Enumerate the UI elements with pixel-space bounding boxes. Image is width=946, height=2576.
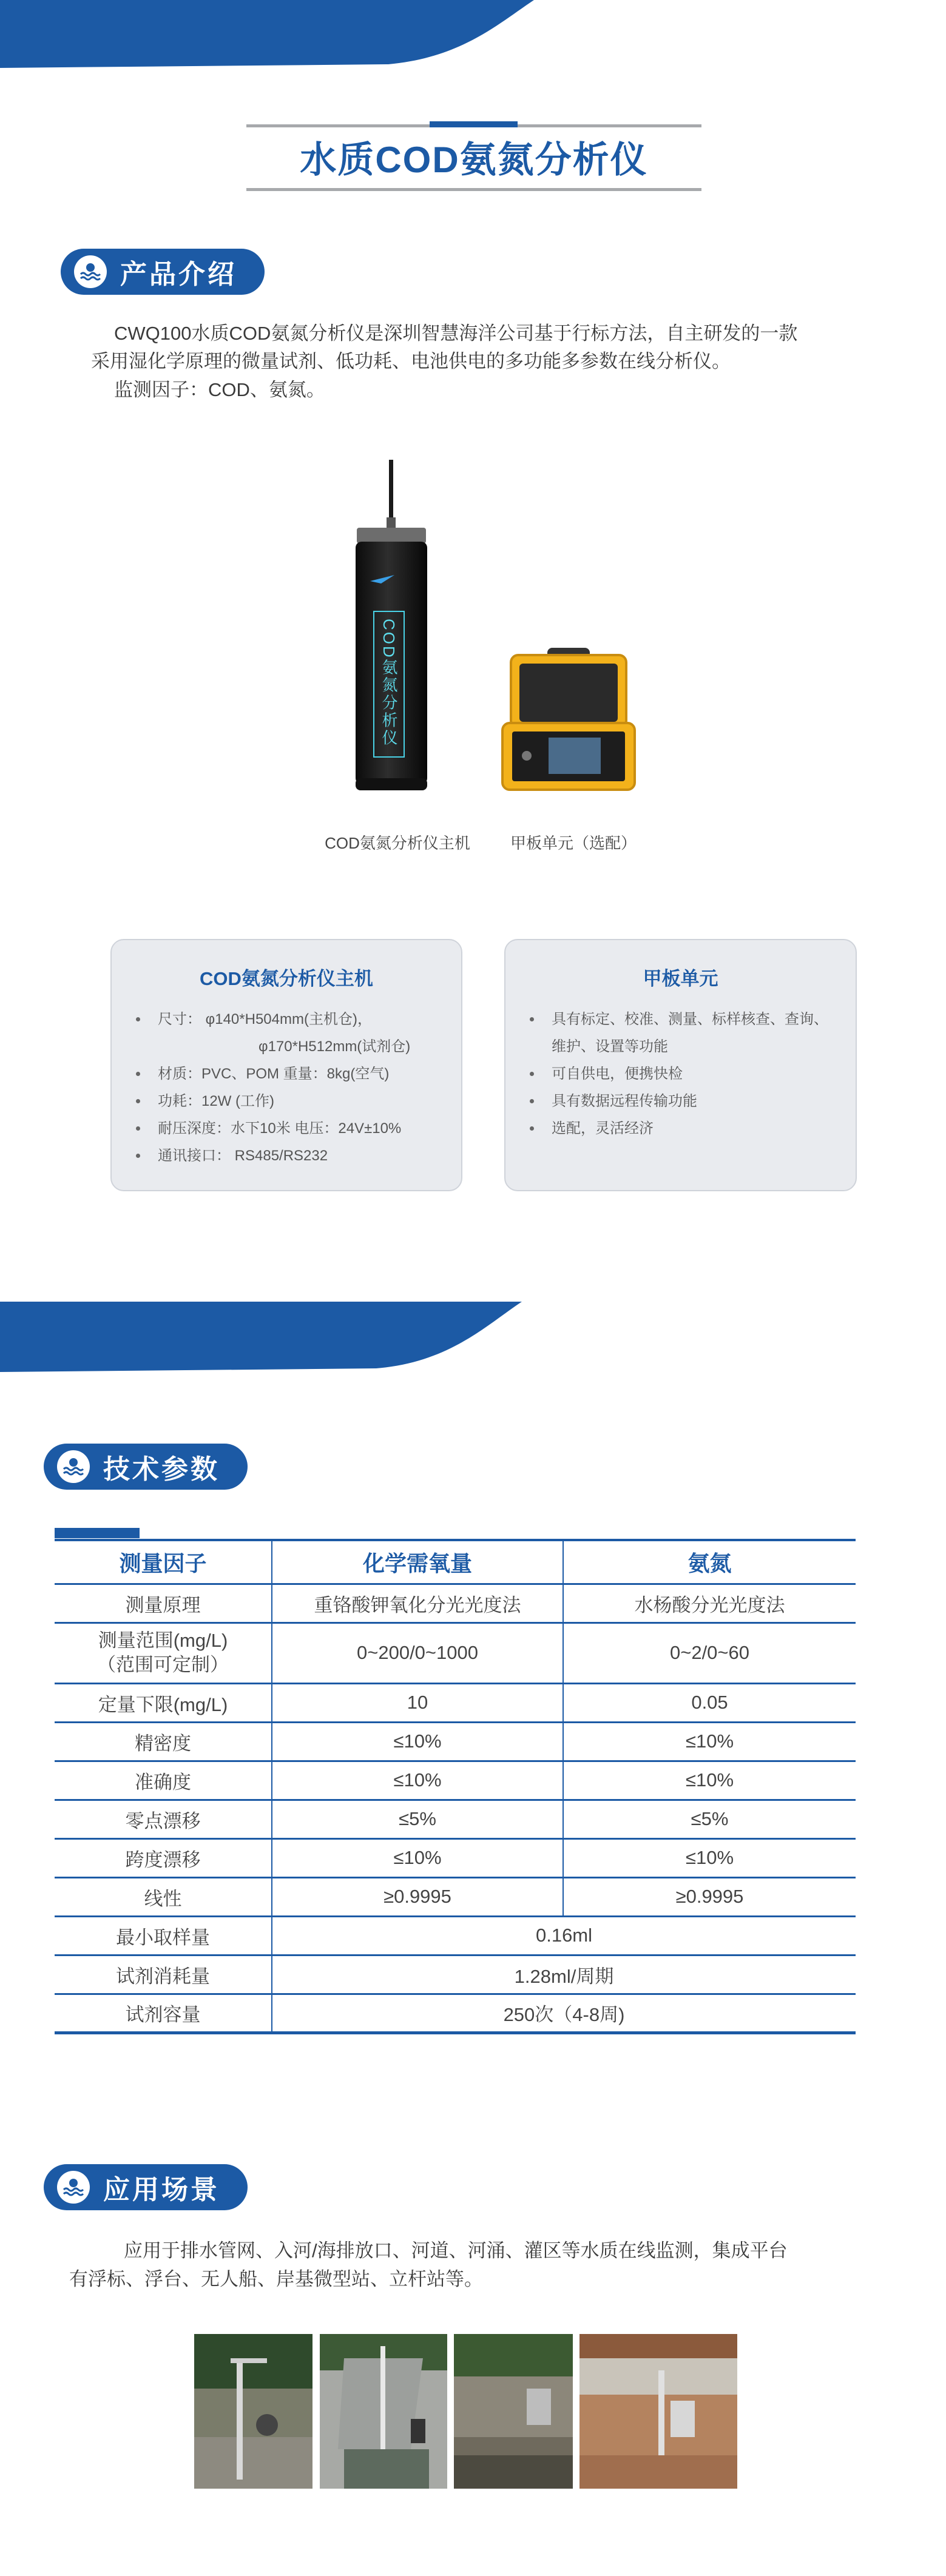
spec-card-main-unit bbox=[110, 939, 462, 1191]
application-photo-roadside bbox=[194, 2334, 313, 2489]
cell-merged: 250次（4-8周) bbox=[272, 1994, 856, 2033]
row-label: 准确度 bbox=[55, 1761, 272, 1800]
row-label: 线性 bbox=[55, 1877, 272, 1916]
cell-cod: ≤10% bbox=[272, 1838, 563, 1877]
section-heading-text: 应用场景 bbox=[103, 2175, 220, 2205]
row-label: 试剂容量 bbox=[55, 1994, 272, 2033]
device-caption: COD氨氮分析仪主机 bbox=[325, 834, 470, 852]
application-photo-river-station bbox=[320, 2334, 447, 2489]
table-row bbox=[55, 1916, 856, 1955]
intro-factors: 监测因子：COD、氨氮。 bbox=[114, 379, 325, 400]
title-rule-bottom bbox=[246, 188, 701, 191]
water-wave-icon bbox=[74, 255, 107, 288]
section-heading-intro bbox=[61, 249, 265, 295]
list-item: 功耗：12W (工作) bbox=[131, 1088, 410, 1115]
row-label-line1: 测量范围(mg/L) bbox=[98, 1630, 228, 1651]
cell-cod: ≥0.9995 bbox=[272, 1877, 563, 1916]
list-item: φ170*H512mm(试剂仓) bbox=[258, 1038, 411, 1055]
list-item: 尺寸： φ140*H504mm(主机仓)， bbox=[131, 1006, 410, 1033]
cell-ammonia: ≤10% bbox=[563, 1761, 856, 1800]
cell-ammonia: 水杨酸分光光度法 bbox=[563, 1584, 856, 1623]
table-row bbox=[55, 1623, 856, 1683]
title-rule-accent bbox=[430, 121, 518, 127]
cell-cod: ≤10% bbox=[272, 1761, 563, 1800]
deck-unit-case-image bbox=[499, 648, 638, 792]
list-item: 具有数据远程传输功能 bbox=[525, 1088, 828, 1115]
card-item-list bbox=[131, 1006, 410, 1169]
middle-wave-band bbox=[0, 1302, 946, 1372]
row-label: 零点漂移 bbox=[55, 1800, 272, 1838]
table-header-cell: 氨氮 bbox=[563, 1541, 856, 1584]
table-row bbox=[55, 1584, 856, 1623]
device-body-label: COD氨氮分析仪 bbox=[380, 619, 398, 747]
apps-paragraph-line2: 有浮标、浮台、无人船、岸基微型站、立杆站等。 bbox=[69, 2268, 483, 2290]
table-header-cell: 测量因子 bbox=[55, 1541, 272, 1584]
list-item: 选配，灵活经济 bbox=[525, 1115, 828, 1142]
card-title: 甲板单元 bbox=[643, 968, 718, 989]
apps-paragraph-line1: 应用于排水管网、入河/海排放口、河道、河涌、灌区等水质在线监测，集成平台 bbox=[124, 2240, 788, 2261]
cell-merged: 1.28ml/周期 bbox=[272, 1955, 856, 1994]
list-item: 材质：PVC、POM 重量：8kg(空气) bbox=[131, 1060, 410, 1088]
parameters-table bbox=[55, 1541, 856, 2034]
section-heading-apps bbox=[44, 2164, 248, 2210]
page-title-block bbox=[246, 121, 701, 193]
application-photo-shore-pole bbox=[579, 2334, 737, 2489]
card-title: COD氨氮分析仪主机 bbox=[200, 968, 373, 989]
list-item: 具有标定、校准、测量、标样核查、查询、 bbox=[525, 1006, 828, 1033]
table-row bbox=[55, 1800, 856, 1838]
table-row bbox=[55, 1838, 856, 1877]
list-item: 可自供电，便携快检 bbox=[525, 1060, 828, 1088]
page-title: 水质COD氨氮分析仪 bbox=[300, 140, 648, 180]
table-row bbox=[55, 1683, 856, 1722]
table-row bbox=[55, 1877, 856, 1916]
table-row bbox=[55, 1722, 856, 1761]
cell-ammonia: ≤10% bbox=[563, 1838, 856, 1877]
row-label: 跨度漂移 bbox=[55, 1838, 272, 1877]
row-label: 定量下限(mg/L) bbox=[55, 1683, 272, 1722]
cell-ammonia: 0~2/0~60 bbox=[563, 1623, 856, 1683]
row-label: 试剂消耗量 bbox=[55, 1955, 272, 1994]
spec-card-deck-unit bbox=[504, 939, 857, 1191]
water-wave-icon bbox=[57, 2171, 90, 2204]
table-accent-bar bbox=[55, 1528, 140, 1538]
table-row bbox=[55, 1761, 856, 1800]
list-item: 通讯接口： RS485/RS232 bbox=[131, 1142, 410, 1169]
list-item: 耐压深度：水下10米 电压：24V±10% bbox=[131, 1115, 410, 1142]
cell-cod: 10 bbox=[272, 1683, 563, 1722]
table-header-cell: 化学需氧量 bbox=[272, 1541, 563, 1584]
top-wave-band bbox=[0, 0, 946, 68]
row-label: 精密度 bbox=[55, 1722, 272, 1761]
cell-cod: ≤5% bbox=[272, 1800, 563, 1838]
case-caption: 甲板单元（选配） bbox=[510, 834, 637, 852]
table-header-row bbox=[55, 1541, 856, 1584]
row-label: 测量原理 bbox=[55, 1584, 272, 1623]
intro-paragraph-line1: CWQ100水质COD氨氮分析仪是深圳智慧海洋公司基于行标方法，自主研发的一款 bbox=[114, 323, 798, 344]
cell-merged: 0.16ml bbox=[272, 1916, 856, 1955]
card-item-list bbox=[525, 1006, 828, 1142]
application-photo-outfall bbox=[454, 2334, 573, 2489]
row-label bbox=[55, 1623, 272, 1683]
section-heading-params bbox=[44, 1444, 248, 1490]
cell-cod: 0~200/0~1000 bbox=[272, 1623, 563, 1683]
row-label: 最小取样量 bbox=[55, 1916, 272, 1955]
cell-ammonia: ≤5% bbox=[563, 1800, 856, 1838]
list-item: 维护、设置等功能 bbox=[552, 1038, 668, 1055]
section-heading-text: 产品介绍 bbox=[120, 260, 237, 289]
table-row bbox=[55, 1994, 856, 2033]
cell-ammonia: 0.05 bbox=[563, 1683, 856, 1722]
cell-ammonia: ≤10% bbox=[563, 1722, 856, 1761]
water-wave-icon bbox=[57, 1450, 90, 1483]
intro-paragraph-line2: 采用湿化学原理的微量试剂、低功耗、电池供电的多功能多参数在线分析仪。 bbox=[91, 351, 731, 372]
cell-ammonia: ≥0.9995 bbox=[563, 1877, 856, 1916]
cell-cod: 重铬酸钾氧化分光光度法 bbox=[272, 1584, 563, 1623]
analyzer-device-image bbox=[352, 460, 431, 790]
section-heading-text: 技术参数 bbox=[103, 1454, 220, 1484]
table-row bbox=[55, 1955, 856, 1994]
row-label-line2: （范围可定制） bbox=[97, 1654, 229, 1675]
cell-cod: ≤10% bbox=[272, 1722, 563, 1761]
